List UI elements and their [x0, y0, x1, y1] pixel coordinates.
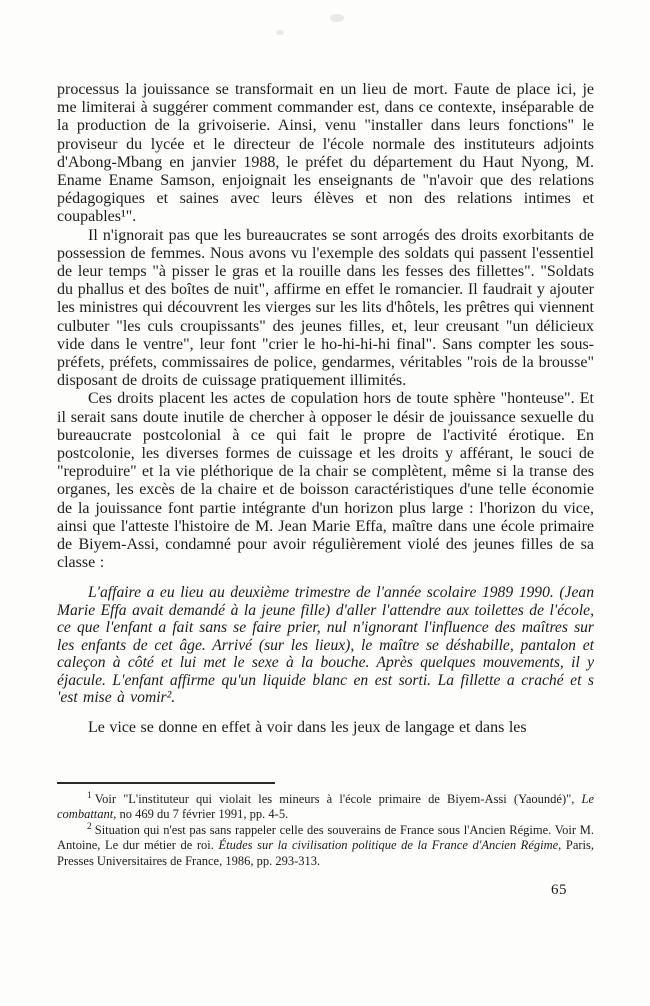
- footnote-1: [57, 792, 594, 823]
- footnote-text: , no 469 du 7 février 1991, pp. 4-5.: [113, 807, 289, 822]
- footnote-2: [57, 823, 594, 869]
- scan-noise: [330, 14, 344, 22]
- footnote-text-italic: Le combattant: [57, 792, 594, 822]
- footnote-area: [57, 782, 594, 869]
- closing-paragraph: Le vice se donne en effet à voir dans les jeux de langage et dans les: [88, 719, 527, 737]
- footnote-text: , Paris, Presses Universitaires de France, 1986, pp. 293-313.: [57, 838, 595, 868]
- paragraph: Il n'ignorait pas que les bureaucrates se sont arrogés des droits exorbitants de possession de femmes. Nous avons vu l'exemple des soldats qui passent l'essentiel de leur temps "à pisser le gras et la rouille dans les fesses des fillettes". "Soldats du phallus et des boîtes de nuit", affirme en effet le romancier. Il faudrait y ajouter les ministres qui découvrent les vierges sur les lits d'hôtels, les prêtres qui viennent culbuter "les culs croupissants" des jeunes filles, et, leur creusant "un délicieux vide dans le ventre", leur font "crier le ho-hi-hi-hi final". Sans compter les sous-préfets, préfets, commissaires de police, gendarmes, véritables "rois de la brousse" disposant de droits de cuissage pratiquement illimités.: [57, 226, 594, 390]
- text-block: [57, 81, 594, 738]
- footnote-text: Voir "L'instituteur qui violait les mineurs à l'école primaire de Biyem-Assi (Yaoundé)",: [94, 792, 582, 806]
- page-number: 65: [551, 882, 567, 898]
- footnote-text: Situation qui n'est pas sans rappeler celle des souverains de France sous l'Ancien Régime. Voir M. Antoine, Le dur métier de roi.: [57, 822, 594, 853]
- paragraph: Ces droits placent les actes de copulation hors de toute sphère "honteuse". Et il serait sans doute inutile de chercher à opposer le désir de jouissance sexuelle du bureaucrate postcolonial à ce qui fait le propre de l'activité érotique. En postcolonie, les diverses formes de cuissage et les droits y afférant, le souci de "reproduire" et la vie pléthorique de la chair se complètent, même si la transe des organes, les excès de la chaire et de boisson caractéristiques d'une telle économie de la jouissance font partie intégrante d'un horizon plus large : l'horizon du vice, ainsi que l'atteste l'histoire de M. Jean Marie Effa, maître dans une école primaire de Biyem-Assi, condamné pour avoir régulièrement violé des jeunes filles de sa classe :: [57, 390, 594, 572]
- footnote-text-italic: Études sur la civilisation politique de la France d'Ancien Régime: [218, 838, 559, 853]
- footnote-rule: [57, 782, 275, 784]
- scan-noise: [276, 30, 284, 35]
- footnote-marker: 2: [87, 821, 92, 832]
- footnote-marker: 1: [87, 790, 92, 801]
- block-quote: L'affaire a eu lieu au deuxième trimestre de l'année scolaire 1989 1990. (Jean Marie Effa avait demandé à la jeune fille) d'aller l'attendre aux toilettes de l'école, ce que l'enfant a fait sans se faire prier, nul n'ignorant l'influence des maîtres sur les enfants de cet âge. Arrivé (sur les lieux), le maître se déshabille, pantalon et caleçon à côté et lui met le sexe à la bouche. Après quelques mouvements, il y éjacule. L'enfant affirme qu'un liquide blanc en est sorti. La fillette a craché et s 'est mise à vomir².: [57, 584, 594, 706]
- opening-paragraph: processus la jouissance se transformait en un lieu de mort. Faute de place ici, je me limiterai à suggérer comment commander est, dans ce contexte, inséparable de la production de la grivoiserie. Ainsi, venu "installer dans leurs fonctions" le proviseur du lycée et le directeur de l'école normale des instituteurs adjoints d'Abong-Mbang en janvier 1988, le préfet du département du Haut Nyong, M. Ename Ename Samson, enjoignait les enseignants de "n'avoir que des relations pédagogiques et saines avec leurs élèves et non des relations intimes et coupables¹".: [57, 81, 594, 226]
